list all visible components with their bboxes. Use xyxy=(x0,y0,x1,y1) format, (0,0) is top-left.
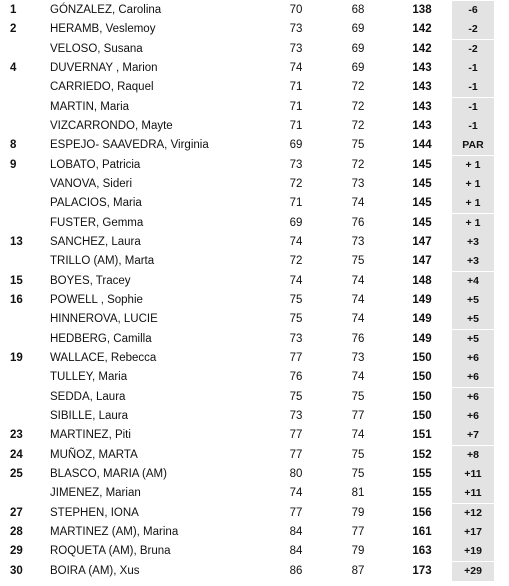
round-1-score-cell: 84 xyxy=(289,525,303,538)
player-name-cell: BOYES, Tracey xyxy=(50,274,131,287)
table-row xyxy=(0,98,509,117)
round-2-score-cell: 69 xyxy=(351,61,365,74)
round-1-score-cell: 69 xyxy=(289,139,303,152)
table-row xyxy=(0,330,509,349)
to-par-cell: + 1 xyxy=(452,175,494,194)
position-cell: 19 xyxy=(10,351,23,364)
position-cell xyxy=(10,40,38,59)
table-row xyxy=(0,233,509,252)
round-2-score-cell: 73 xyxy=(351,235,365,248)
position-cell xyxy=(10,98,38,117)
to-par-cell: PAR xyxy=(452,136,494,155)
total-score-cell: 145 xyxy=(412,216,432,229)
to-par-cell: -1 xyxy=(452,117,494,136)
round-1-score-cell: 75 xyxy=(289,293,303,306)
player-name-cell: HINNEROVA, LUCIE xyxy=(50,313,158,326)
table-row xyxy=(0,504,509,523)
position-cell: 24 xyxy=(10,448,23,461)
table-row xyxy=(0,349,509,368)
round-1-score-cell: 77 xyxy=(289,506,303,519)
to-par-cell: +3 xyxy=(452,233,494,252)
round-1-score-cell: 74 xyxy=(289,274,303,287)
total-score-cell: 152 xyxy=(412,448,432,461)
to-par-cell: +7 xyxy=(452,426,494,445)
round-1-score-cell: 73 xyxy=(289,409,303,422)
round-1-score-cell: 72 xyxy=(289,177,303,190)
player-name-cell: GÓNZALEZ, Carolina xyxy=(50,4,162,16)
table-row xyxy=(0,20,509,39)
round-1-score-cell: 71 xyxy=(289,100,303,113)
round-1-score-cell: 84 xyxy=(289,545,303,558)
round-2-score-cell: 72 xyxy=(351,158,365,171)
position-cell: 27 xyxy=(10,506,23,519)
total-score-cell: 150 xyxy=(412,390,432,403)
round-1-score-cell: 69 xyxy=(289,216,303,229)
table-row xyxy=(0,426,509,445)
table-row xyxy=(0,484,509,503)
round-1-score-cell: 73 xyxy=(289,23,303,36)
player-name-cell: VIZCARRONDO, Mayte xyxy=(50,119,173,132)
total-score-cell: 142 xyxy=(412,23,432,36)
total-score-cell: 143 xyxy=(412,100,432,113)
table-row xyxy=(0,252,509,271)
round-2-score-cell: 75 xyxy=(351,467,365,480)
player-name-cell: BLASCO, MARIA (AM) xyxy=(50,467,167,480)
total-score-cell: 147 xyxy=(412,235,432,248)
round-1-score-cell: 75 xyxy=(289,313,303,326)
player-name-cell: WALLACE, Rebecca xyxy=(50,351,157,364)
player-name-cell: TRILLO (AM), Marta xyxy=(50,255,155,268)
table-row xyxy=(0,291,509,310)
table-row xyxy=(0,310,509,329)
round-2-score-cell: 76 xyxy=(351,216,365,229)
table-row xyxy=(0,59,509,78)
round-2-score-cell: 69 xyxy=(351,23,365,36)
to-par-cell: +12 xyxy=(452,504,494,523)
table-row xyxy=(0,136,509,155)
position-cell: 29 xyxy=(10,545,23,558)
round-2-score-cell: 72 xyxy=(351,119,365,132)
total-score-cell: 151 xyxy=(412,429,432,442)
round-1-score-cell: 75 xyxy=(289,390,303,403)
table-row xyxy=(0,446,509,465)
total-score-cell: 155 xyxy=(412,487,432,500)
table-row xyxy=(0,40,509,59)
table-row xyxy=(0,407,509,426)
position-cell: 23 xyxy=(10,429,23,442)
round-2-score-cell: 75 xyxy=(351,255,365,268)
to-par-cell: +6 xyxy=(452,388,494,407)
player-name-cell: MUÑOZ, MARTA xyxy=(50,448,138,461)
round-2-score-cell: 76 xyxy=(351,332,365,345)
round-1-score-cell: 74 xyxy=(289,235,303,248)
to-par-cell: -2 xyxy=(452,20,494,39)
table-row xyxy=(0,194,509,213)
position-cell xyxy=(10,388,38,407)
player-name-cell: SEDDA, Laura xyxy=(50,390,126,403)
round-1-score-cell: 74 xyxy=(289,61,303,74)
round-2-score-cell: 73 xyxy=(351,177,365,190)
round-1-score-cell: 77 xyxy=(289,448,303,461)
position-cell: 2 xyxy=(10,23,17,36)
position-cell xyxy=(10,117,38,136)
position-cell xyxy=(10,330,38,349)
round-1-score-cell: 72 xyxy=(289,255,303,268)
total-score-cell: 145 xyxy=(412,177,432,190)
total-score-cell: 173 xyxy=(412,564,432,577)
position-cell: 30 xyxy=(10,564,23,577)
player-name-cell: MARTINEZ (AM), Marina xyxy=(50,525,179,538)
total-score-cell: 149 xyxy=(412,332,432,345)
player-name-cell: JIMENEZ, Marian xyxy=(50,487,141,500)
round-2-score-cell: 75 xyxy=(351,139,365,152)
table-row xyxy=(0,272,509,291)
to-par-cell: +11 xyxy=(452,484,494,503)
position-cell: 15 xyxy=(10,274,23,287)
table-row xyxy=(0,78,509,97)
player-name-cell: MARTIN, Maria xyxy=(50,100,130,113)
to-par-cell: -2 xyxy=(452,40,494,59)
player-name-cell: HEDBERG, Camilla xyxy=(50,332,152,345)
total-score-cell: 155 xyxy=(412,467,432,480)
round-1-score-cell: 71 xyxy=(289,81,303,94)
round-2-score-cell: 77 xyxy=(351,409,365,422)
to-par-cell: +11 xyxy=(452,465,494,484)
round-2-score-cell: 74 xyxy=(351,313,365,326)
position-cell xyxy=(10,214,38,233)
to-par-cell: +29 xyxy=(452,562,494,581)
round-2-score-cell: 74 xyxy=(351,274,365,287)
total-score-cell: 145 xyxy=(412,158,432,171)
total-score-cell: 150 xyxy=(412,371,432,384)
player-name-cell: ESPEJO- SAAVEDRA, Virginia xyxy=(50,139,209,152)
table-row xyxy=(0,388,509,407)
to-par-cell: -6 xyxy=(452,1,494,20)
round-2-score-cell: 72 xyxy=(351,100,365,113)
round-1-score-cell: 77 xyxy=(289,429,303,442)
round-1-score-cell: 73 xyxy=(289,332,303,345)
player-name-cell: VELOSO, Susana xyxy=(50,42,143,55)
table-row xyxy=(0,117,509,136)
player-name-cell: POWELL , Sophie xyxy=(50,293,143,306)
player-name-cell: PALACIOS, Maria xyxy=(50,197,142,210)
total-score-cell: 143 xyxy=(412,61,432,74)
round-1-score-cell: 76 xyxy=(289,371,303,384)
to-par-cell: +8 xyxy=(452,446,494,465)
to-par-cell: +6 xyxy=(452,349,494,368)
position-cell: 13 xyxy=(10,235,23,248)
total-score-cell: 149 xyxy=(412,313,432,326)
position-cell xyxy=(10,407,38,426)
player-name-cell: SANCHEZ, Laura xyxy=(50,235,141,248)
table-row xyxy=(0,156,509,175)
total-score-cell: 145 xyxy=(412,197,432,210)
position-cell: 9 xyxy=(10,158,17,171)
round-1-score-cell: 73 xyxy=(289,42,303,55)
round-2-score-cell: 72 xyxy=(351,81,365,94)
player-name-cell: FUSTER, Gemma xyxy=(50,216,144,229)
round-2-score-cell: 74 xyxy=(351,197,365,210)
table-row xyxy=(0,542,509,561)
player-name-cell: MARTINEZ, Piti xyxy=(50,429,131,442)
round-1-score-cell: 73 xyxy=(289,158,303,171)
to-par-cell: + 1 xyxy=(452,214,494,233)
total-score-cell: 156 xyxy=(412,506,432,519)
position-cell xyxy=(10,368,38,387)
to-par-cell: +5 xyxy=(452,310,494,329)
position-cell xyxy=(10,78,38,97)
position-cell xyxy=(10,175,38,194)
position-cell: 1 xyxy=(10,4,17,16)
total-score-cell: 163 xyxy=(412,545,432,558)
round-1-score-cell: 71 xyxy=(289,119,303,132)
table-row xyxy=(0,523,509,542)
total-score-cell: 150 xyxy=(412,409,432,422)
round-1-score-cell: 77 xyxy=(289,351,303,364)
round-2-score-cell: 79 xyxy=(351,506,365,519)
round-1-score-cell: 71 xyxy=(289,197,303,210)
position-cell: 4 xyxy=(10,61,17,74)
round-1-score-cell: 70 xyxy=(289,4,303,16)
position-cell: 16 xyxy=(10,293,23,306)
to-par-cell: +5 xyxy=(452,330,494,349)
round-2-score-cell: 74 xyxy=(351,429,365,442)
round-2-score-cell: 75 xyxy=(351,448,365,461)
position-cell: 25 xyxy=(10,467,23,480)
round-2-score-cell: 81 xyxy=(351,487,365,500)
round-2-score-cell: 77 xyxy=(351,525,365,538)
to-par-cell: -1 xyxy=(452,98,494,117)
table-row xyxy=(0,214,509,233)
round-2-score-cell: 69 xyxy=(351,42,365,55)
table-row xyxy=(0,368,509,387)
round-2-score-cell: 75 xyxy=(351,390,365,403)
round-1-score-cell: 80 xyxy=(289,467,303,480)
to-par-cell: -1 xyxy=(452,78,494,97)
round-2-score-cell: 73 xyxy=(351,351,365,364)
round-2-score-cell: 68 xyxy=(351,4,365,16)
total-score-cell: 149 xyxy=(412,293,432,306)
total-score-cell: 138 xyxy=(412,4,432,16)
player-name-cell: STEPHEN, IONA xyxy=(50,506,139,519)
round-1-score-cell: 86 xyxy=(289,564,303,577)
to-par-cell: -1 xyxy=(452,59,494,78)
round-2-score-cell: 79 xyxy=(351,545,365,558)
total-score-cell: 148 xyxy=(412,274,432,287)
player-name-cell: DUVERNAY , Marion xyxy=(50,61,158,74)
position-cell: 28 xyxy=(10,525,23,538)
player-name-cell: SIBILLE, Laura xyxy=(50,409,128,422)
to-par-cell: +17 xyxy=(452,523,494,542)
player-name-cell: BOIRA (AM), Xus xyxy=(50,564,140,577)
player-name-cell: CARRIEDO, Raquel xyxy=(50,81,154,94)
table-row xyxy=(0,175,509,194)
to-par-cell: +6 xyxy=(452,368,494,387)
total-score-cell: 144 xyxy=(412,139,432,152)
position-cell: 8 xyxy=(10,139,17,152)
to-par-cell: + 1 xyxy=(452,156,494,175)
total-score-cell: 142 xyxy=(412,42,432,55)
player-name-cell: ROQUETA (AM), Bruna xyxy=(50,545,171,558)
round-1-score-cell: 74 xyxy=(289,487,303,500)
player-name-cell: TULLEY, Maria xyxy=(50,371,128,384)
to-par-cell: +4 xyxy=(452,272,494,291)
player-name-cell: VANOVA, Sideri xyxy=(50,177,133,190)
position-cell xyxy=(10,252,38,271)
total-score-cell: 147 xyxy=(412,255,432,268)
table-row xyxy=(0,1,509,20)
total-score-cell: 161 xyxy=(412,525,432,538)
position-cell xyxy=(10,310,38,329)
to-par-cell: +3 xyxy=(452,252,494,271)
to-par-cell: + 1 xyxy=(452,194,494,213)
position-cell xyxy=(10,484,38,503)
table-row xyxy=(0,562,509,581)
table-row xyxy=(0,465,509,484)
to-par-cell: +5 xyxy=(452,291,494,310)
to-par-cell: +6 xyxy=(452,407,494,426)
position-cell xyxy=(10,194,38,213)
round-2-score-cell: 74 xyxy=(351,371,365,384)
total-score-cell: 143 xyxy=(412,81,432,94)
total-score-cell: 150 xyxy=(412,351,432,364)
player-name-cell: HERAMB, Veslemoy xyxy=(50,23,156,36)
player-name-cell: LOBATO, Patricia xyxy=(50,158,141,171)
total-score-cell: 143 xyxy=(412,119,432,132)
to-par-cell: +19 xyxy=(452,542,494,561)
round-2-score-cell: 87 xyxy=(351,564,365,577)
round-2-score-cell: 74 xyxy=(351,293,365,306)
